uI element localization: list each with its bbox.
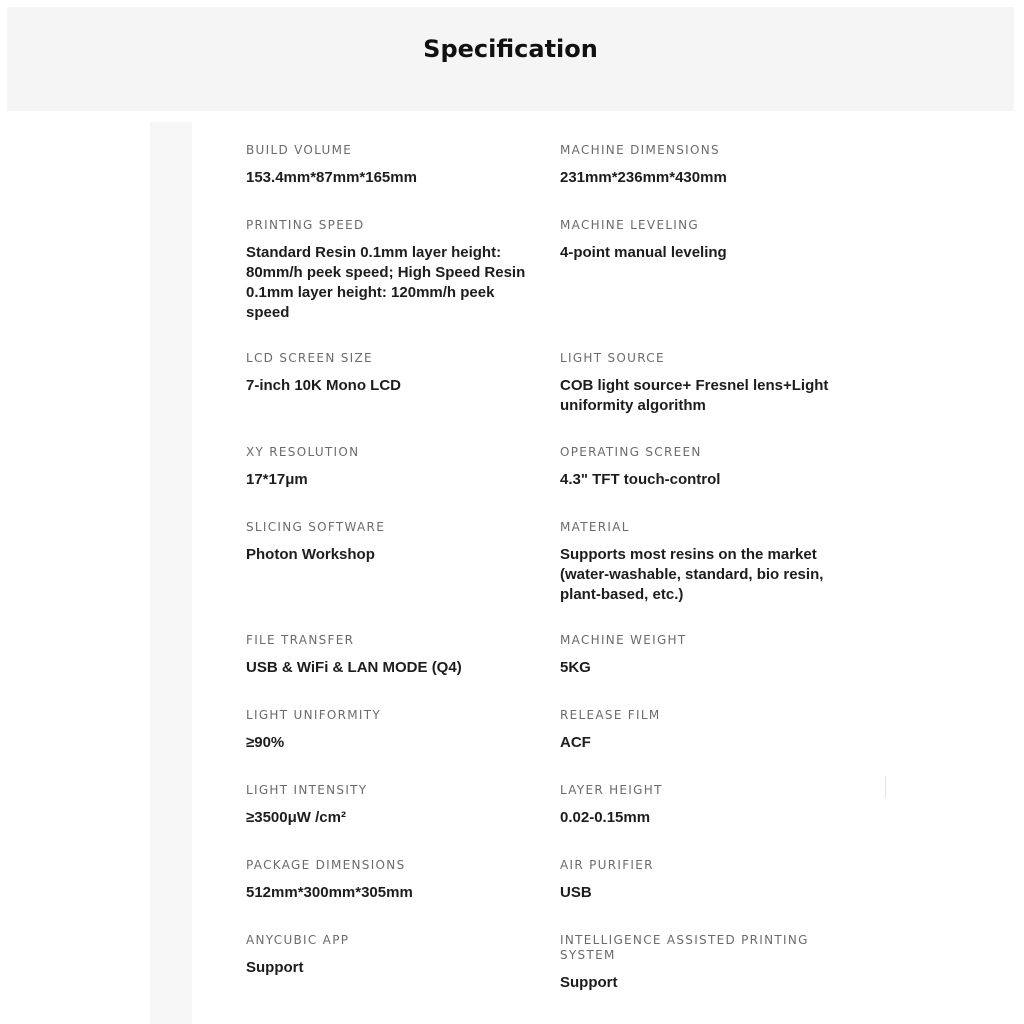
spec-item-anycubic-app — [246, 933, 536, 978]
spec-label: FILE TRANSFER — [246, 633, 355, 647]
spec-label: INTELLIGENCE ASSISTED PRINTING SYSTEM — [560, 933, 809, 962]
spec-value: 7-inch 10K Mono LCD — [246, 377, 402, 394]
spec-value: 5KG — [560, 659, 591, 676]
spec-item-material — [560, 520, 850, 605]
spec-value: 153.4mm*87mm*165mm — [246, 169, 417, 186]
spec-value: Support — [246, 959, 304, 976]
spec-label: LIGHT SOURCE — [560, 351, 665, 365]
spec-label: MACHINE LEVELING — [560, 218, 700, 232]
spec-value: 0.02-0.15mm — [560, 809, 651, 826]
spec-item-machine-weight — [560, 633, 850, 678]
spec-value: 512mm*300mm*305mm — [246, 884, 413, 901]
spec-value: ACF — [560, 734, 591, 751]
spec-label: BUILD VOLUME — [246, 143, 353, 157]
spec-label: ANYCUBIC APP — [246, 933, 350, 947]
spec-value: 4.3" TFT touch-control — [560, 471, 721, 488]
spec-label: OPERATING SCREEN — [560, 445, 702, 459]
spec-value: Support — [560, 974, 618, 991]
spec-value: 231mm*236mm*430mm — [560, 169, 727, 186]
spec-label: SLICING SOFTWARE — [246, 520, 386, 534]
spec-item-air-purifier — [560, 858, 850, 903]
spec-label: PRINTING SPEED — [246, 218, 365, 232]
spec-value: Standard Resin 0.1mm layer height: 80mm/h peek speed; High Speed Resin 0.1mm layer height: 120mm/h peek speed — [246, 244, 526, 321]
spec-item-package-dimensions — [246, 858, 536, 903]
spec-item-intelligence-assisted-printing-system — [560, 933, 850, 993]
spec-value: Photon Workshop — [246, 546, 375, 563]
spec-item-slicing-software — [246, 520, 536, 565]
spec-item-build-volume — [246, 143, 536, 188]
spec-value: 17*17μm — [246, 471, 308, 488]
spec-item-light-intensity — [246, 783, 536, 828]
spec-label: LCD SCREEN SIZE — [246, 351, 373, 365]
spec-label: MACHINE WEIGHT — [560, 633, 687, 647]
spec-value: Supports most resins on the market (water-washable, standard, bio resin, plant-based, etc.) — [560, 546, 824, 603]
spec-label: AIR PURIFIER — [560, 858, 654, 872]
spec-item-layer-height — [560, 783, 850, 828]
spec-item-xy-resolution — [246, 445, 536, 490]
spec-value: USB — [560, 884, 592, 901]
spec-label: MACHINE DIMENSIONS — [560, 143, 720, 157]
spec-value: USB & WiFi & LAN MODE (Q4) — [246, 659, 462, 676]
spec-item-light-uniformity — [246, 708, 536, 753]
page-title: Specification — [423, 35, 598, 63]
spec-grid — [246, 0, 886, 1024]
spec-label: LIGHT UNIFORMITY — [246, 708, 382, 722]
spec-value: ≥3500μW /cm² — [246, 809, 346, 826]
spec-value: COB light source+ Fresnel lens+Light uniformity algorithm — [560, 377, 829, 414]
spec-item-file-transfer — [246, 633, 536, 678]
spec-label: LAYER HEIGHT — [560, 783, 663, 797]
spec-item-lcd-screen-size — [246, 351, 536, 396]
spec-item-release-film — [560, 708, 850, 753]
spec-item-machine-dimensions — [560, 143, 850, 188]
spec-item-light-source — [560, 351, 850, 416]
spec-label: PACKAGE DIMENSIONS — [246, 858, 406, 872]
spec-label: RELEASE FILM — [560, 708, 661, 722]
spec-label: MATERIAL — [560, 520, 630, 534]
spec-item-operating-screen — [560, 445, 850, 490]
side-strip — [150, 122, 192, 1024]
spec-item-printing-speed — [246, 218, 536, 323]
spec-value: ≥90% — [246, 734, 285, 751]
spec-value: 4-point manual leveling — [560, 244, 727, 261]
spec-label: LIGHT INTENSITY — [246, 783, 368, 797]
divider-tick — [885, 776, 886, 798]
spec-item-machine-leveling — [560, 218, 850, 263]
spec-label: XY RESOLUTION — [246, 445, 360, 459]
